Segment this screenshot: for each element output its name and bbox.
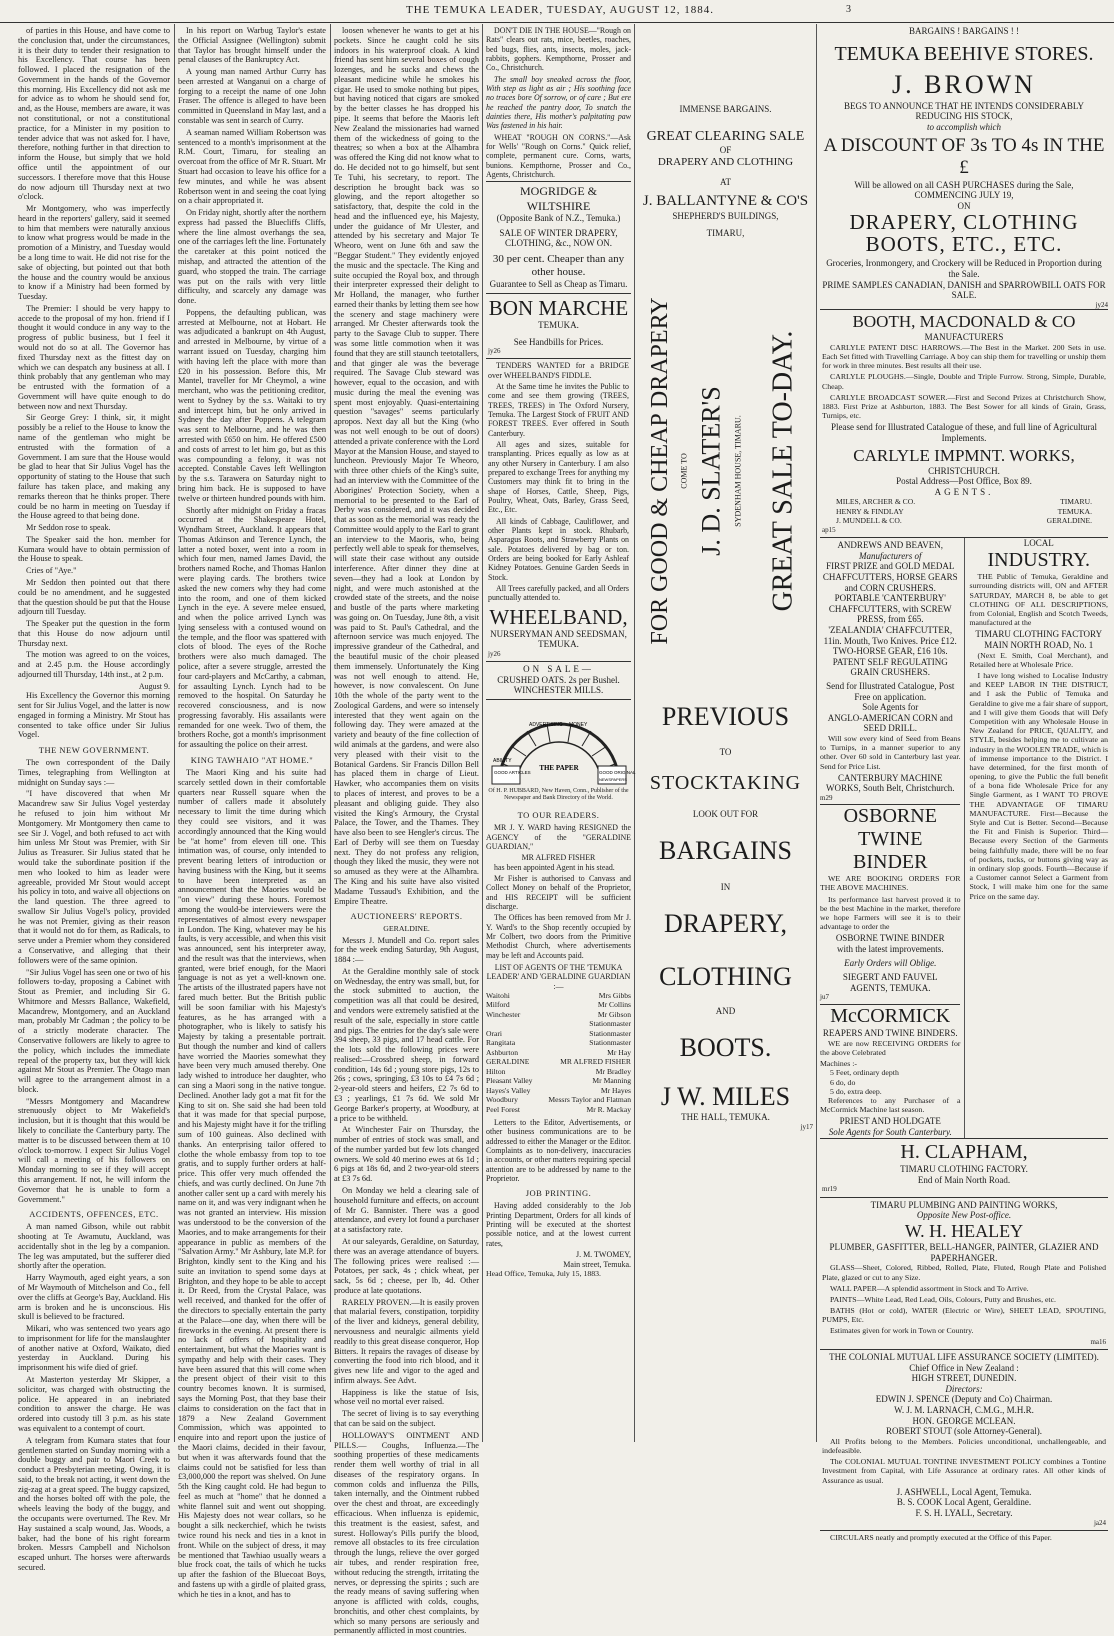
ad-title: INDUSTRY.: [987, 548, 1090, 571]
section-heading: THE NEW GOVERNMENT.: [38, 745, 150, 756]
article-paragraph: A young man named Arthur Curry has been arrested at Wanganui on a charge of forging to a receipt the name of one John Fraser. The offence is alleged to have been committed in Queensland in May last, and a constable was sent in search of Curry.: [178, 67, 326, 126]
ad-connector: AND: [715, 1006, 736, 1017]
ad-wheelband: [486, 358, 631, 661]
article-paragraph: On Friday night, shortly after the northern express had passed the Bluecliffs Cliffs, where the line almost overhangs the sea, one of the carriages left the line. Fortunately the caretaker at this point noticed the mishap, and attracted the attention of the guard, who stopped the train. The carriage was put on the rails with very little difficulty, and scarcely any damage was done.: [178, 208, 326, 306]
agent-name: MR ALFRED FISHER: [521, 853, 596, 863]
article-paragraph: Poppens, the defaulting publican, was arrested at Melbourne, not at Hobart. He was adjudicated a bankrupt on 4th August, and arrested in Melbourne, by virtue of a warrant issued on Tuesday, charging him with having left the place with more than £20 in his possession. Before this, Mr Mantel, traveller for Mr Cheymol, a wine merchant, who was the petitioning creditor, went to Sydney by the s.s. Waitaki to try and intercept him, but he only arrived in Sydney the day after Poppens. A telegram was sent to Melbourne, and he was then arrested with £650 on him. He offered £500 and costs of arrest to let him go, but as this was compounding a felony, it was not accepted. Constable Caves left Wellington by the s.s. Tarawera on Saturday night to bring him back. He is supposed to have twelve or thirteen hundred pounds with him.: [178, 307, 326, 503]
agent-name: MILES, ARCHER & CO.: [836, 497, 916, 507]
right-subcolumn-left: [820, 538, 965, 1138]
agent-name: MR ALFRED FISHER: [560, 1057, 631, 1067]
ad-subtitle: SHEPHERD'S BUILDINGS,: [672, 211, 779, 221]
ad-big-word: STOCKTAKING: [649, 771, 802, 794]
ad-title: OSBORNE TWINE BINDER: [843, 805, 937, 874]
article-paragraph: Mikari, who was sentenced two years ago to imprisonment for life for the manslaughter of another native at Oxford, Waikato, died yesterday in Auckland. During his imprisonment his wife died of grief.: [18, 1324, 170, 1373]
ad-text: All Profits belong to the Members. Policies unconditional, unchallengeable, and indefeasible.: [822, 1436, 1106, 1455]
ad-line: Postal Address—Post Office, Box 89.: [896, 476, 1032, 487]
two-column-ads: [820, 537, 1108, 1138]
vertical-line-wrap: [728, 256, 748, 686]
masthead: [0, 0, 1114, 23]
seal-word: GOOD ORIGINAL: [598, 770, 636, 776]
ad-title: ON SALE—: [523, 664, 594, 675]
ad-connector: TO: [719, 746, 732, 757]
article-paragraph: The own correspondent of the Daily Times, telegraphing from Wellington at midnight on Sunday says :—: [18, 758, 170, 787]
ad-text: CARLYLE PATENT DISC HARROWS.—The Best in the Market. 200 Sets in use. Each Set fitted with Travelling Carriage. A boy can ship them for travelling or unship them for work in three minutes. Best results all their use.: [822, 342, 1106, 371]
section-heading: ACCIDENTS, OFFENCES, ETC.: [29, 1209, 159, 1220]
ad-line: Please send for Illustrated Catalogue of these, and full line of Agricultural Implements.: [831, 422, 1097, 443]
agent-name: Stationmaster: [589, 1028, 631, 1038]
ad-subtitle: LOCAL: [1023, 538, 1054, 549]
column-rule: [816, 24, 817, 1442]
article-paragraph: The Speaker said the hon. member for Kumara would have to obtain permission of the House to speak.: [18, 534, 170, 564]
ad-line: Early Orders will Oblige.: [844, 957, 937, 968]
ad-text: GLASS—Sheet, Colored, Ribbed, Rolled, Plate, Fluted, Rough Plate and Polished Plate, glazed or cut to any Size.: [822, 1263, 1106, 1282]
agent-place: TEMUKA.: [1057, 506, 1092, 516]
ad-line: ANGLO-AMERICAN CORN and SEED DRILL.: [827, 712, 953, 734]
ad-subtitle: MANUFACTURERS: [924, 332, 1004, 343]
ad-line: Chief Office in New Zealand :: [909, 1362, 1019, 1373]
ad-text: The small boy sneaked across the floor, With step as light as air ; His soothing face no traces bore Of sorrow, or of care ; But ere he reached the pantry door, To snatch the dainties there, His mother's palpitating paw Was fastened in his hair.: [486, 74, 631, 131]
ad-osborne: [820, 804, 960, 1001]
article-paragraph: "I have discovered that when Mr Macandrew saw Sir Julius Vogel yesterday he refused to join him without Mr Montgomery. Mr Montgomery then came to see Sir J. Vogel, and both refused to act with him unless Mr Stout was Premier, with Sir Julius as Treasurer. Sir Julius stated that he would take the subordinate position if the men who looked to him as leader were agreeable, provided Mr Stout would accept his policy in toto, and waive all objections on the land question. The three agreed to swallow Sir Julius Vogel's policy, provided he was not Premier, giving as their reason that it would not do for them, as Radicals, to serve under a Premier whom they considered a Conservative, and alleging that their followers were of the same opinion.: [18, 789, 170, 965]
ad-line: REAPERS AND TWINE BINDERS.: [822, 1028, 958, 1039]
ad-line: 'ZEALANDIA' CHAFFCUTTER, 11in. Mouth, Two Knives. Price £12.: [823, 624, 957, 646]
ad-bon-marche: [486, 293, 631, 359]
ad-text: WE are now RECEIVING ORDERS for the above Celebrated: [820, 1038, 961, 1058]
agent-place: GERALDINE.: [1046, 516, 1092, 526]
ad-line: PRIME SAMPLES CANADIAN, DANISH and SPARROWBILL OATS FOR SALE.: [822, 279, 1106, 301]
ad-big-word: BARGAINS: [659, 835, 792, 865]
article-paragraph: Shortly after midnight on Friday a fracas occurred at the Shakespeare Hotel, Wyndham Street, Auckland. It appears that Thomas Atkinson and Terence Lynch, the latter a noted boxer, went into a room in which four men, named James David, the brothers named Roche, and Thomas Hanlon were playing cards. The brothers twice asked the new comers why they had come into the room, and one of them kicked Lynch in the eye. A severe melee ensued, and when the police arrived Lynch was lying senseless with a contused wound on the temple, and the floor was spattered with clots of blood. The eyes of the Roche brothers were also much damaged. The police, after a severe struggle, arrested the four card-players and McCarthy, a cabman, for assaulting Lynch. Lynch had to be removed to the hospital. On Saturday he recovered consciousness, and is now progressing favorably. His assailants were remanded for one week. Two of them, the brothers Roche, got a month's imprisonment for assaulting the police on their arrest.: [178, 505, 326, 750]
section-heading: KING TAWHAIO "AT HOME.": [190, 755, 314, 766]
ad-line: WINCHESTER MILLS.: [513, 685, 604, 696]
signature: Head Office, Temuka, July 15, 1883.: [486, 1268, 602, 1278]
agent-place: Hilton: [486, 1066, 506, 1076]
ad-line: CRUSHED OATS. 2s per Bushel.: [497, 674, 620, 685]
agent-place: Hayes's Valley: [486, 1085, 531, 1095]
ad-line: TIMARU CLOTHING FACTORY: [975, 629, 1103, 640]
ad-text: I have long wished to Localise Industry and KEEP LABOR IN THE DISTRICT, and I ask the Public of Temuka and Geraldine to give me a fair share of support, and I will give them Goods that will Defy Competition with any Wholesale House in New Zealand for PRICE, QUALITY, and STYLE, besides helping me to cultivate an industry in the WOOLEN TRADE, which is of immense importance to the District. I have determined, for the first month of opening, to give the Public the full benefit of a bona fide Wholesale Price for any Single Garment, as I WANT TO PROVE THE ADVANTAGE OF TIMARU MANUFACTURE. First—Because the Style and Cut is Better. Second—Because the Fit and Finish is Superior. Third—Because every Section of the Garments being faithfully made, there will be no fear of pockets, tucks, or buttons giving way as in ordinary slop goods. Fourth—Because if a Customer cannot Select a Garment from Stock, I will make him one for the same Price on the same day.: [969, 671, 1109, 901]
ad-heading: BARGAINS ! BARGAINS ! !: [908, 26, 1019, 36]
ad-booth-macdonald: [820, 309, 1108, 537]
vertical-headline: J. D. SLATER'S: [696, 386, 726, 556]
agent-name: HENRY & FINDLAY: [836, 506, 904, 516]
ad-title: CARLYLE IMPMNT. WORKS,: [853, 445, 1075, 465]
article-paragraph: At the Geraldine monthly sale of stock on Wednesday, the entry was small, but, for the stock submitted to auction, the competition was all that could be desired, and vendors were extremely satisfied at the result of the sale, especially in store cattle and pigs. The entries for the day's sale were 394 sheep, 33 pigs, and 17 head cattle. For the lots sold the following prices were realised:—Crossbred sheep, in forward condition, 14s 6d ; young store pigs, 12s to 26s ; cows, springing, £3 10s to £4 7s 6d ; 2-year-old steers and heifers, £2 7s 6d to £3 ; yearlings, £1 7s 6d. We sold Mr George Barker's property, at Woodbury, at a price to be withheld.: [334, 966, 479, 1123]
seal-word: GOOD ARTICLES: [493, 770, 531, 776]
article-paragraph: The secret of living is to say everything that can be said on the subject.: [334, 1409, 479, 1429]
ad-title: MOGRIDGE & WILTSHIRE: [520, 184, 597, 213]
ad-big-word: J W. MILES: [660, 1081, 791, 1111]
signature: Main street, Temuka.: [563, 1259, 631, 1269]
ad-line: Groceries, Ironmongery, and Crockery will be Reduced in Proportion during the Sale.: [826, 258, 1102, 280]
ad-title: W. H. HEALEY: [904, 1220, 1024, 1241]
ad-line: See Handbills for Prices.: [513, 336, 604, 347]
ad-clapham: [820, 1138, 1108, 1197]
column-3: [334, 26, 479, 1636]
ad-line: 5 do, extra deep.: [830, 1086, 882, 1096]
right-subcolumn-right: [965, 538, 1108, 1138]
ad-line: CANTERBURY MACHINE WORKS, South Belt, Christchurch.: [825, 772, 955, 794]
ad-text: Its performance last harvest proved it to be the best Machine in the market, therefore we hope Farmers will see it is to their advantage to order the: [820, 894, 961, 932]
vertical-headline: GREAT SALE TO-DAY.: [767, 330, 799, 612]
article-paragraph: The Speaker put the question in the form that this House do now adjourn until Thursday next.: [18, 619, 170, 648]
ad-text: Mr Fisher is authorised to Canvass and Collect Money on behalf of the Proprietor, and HIS RECEIPT will be sufficient discharge.: [486, 873, 631, 911]
ad-code: ma16: [1090, 1337, 1106, 1346]
seal-caption: Of H. P. HUBBARD, New Haven, Conn., Publisher of the Newspaper and Bank Directory of the World.: [488, 788, 629, 802]
agent-place: Woodbury: [486, 1095, 518, 1105]
agent-name: Messrs Taylor and Flatman: [548, 1095, 631, 1105]
seal-word: MONEY: [568, 722, 587, 729]
ad-line: SIEGERT AND FAUVEL: [842, 972, 938, 983]
ad-title: GREAT CLEARING SALE: [646, 128, 805, 144]
ad-line: Guarantee to Sell as Cheap as Timaru.: [489, 279, 628, 290]
ad-line: AGENTS, TEMUKA.: [849, 982, 931, 993]
article-paragraph: The Premier: I should be very happy to accede to the proposal of my hon. friend if I thought it would conduce in any way to the progress of public business, but I feel it would not do so at all. The Governor has fixed Thursday next as the fittest day on which we can despatch any business at all. I think probably that any gentleman who may be entrusted with the formation of a Government will have quite enough to do between now and next Thursday.: [18, 303, 170, 411]
agent-place: Waitohi: [486, 990, 510, 1000]
ad-title: BOOTH, MACDONALD & CO: [852, 312, 1076, 332]
ad-title: McCORMICK: [830, 1004, 951, 1027]
agent-place: Winchester: [486, 1009, 521, 1019]
agent-name: Stationmaster: [589, 1038, 631, 1048]
ad-title: J. BALLANTYNE & CO'S: [642, 193, 809, 210]
ad-heading: IMMENSE BARGAINS.: [679, 104, 772, 114]
ad-line: 30 per cent. Cheaper than any other house.: [492, 252, 625, 279]
agent-row: [486, 1067, 631, 1076]
ad-title: DRAPERY AND CLOTHING: [657, 155, 794, 168]
ad-code: jy26: [488, 650, 501, 659]
vertical-headline: FOR GOOD & CHEAP DRAPERY: [646, 297, 673, 645]
ad-code: m29: [820, 794, 833, 803]
ad-title: ANDREWS AND BEAVEN,: [837, 540, 944, 551]
ad-text: Estimates given for work in Town or Country.: [830, 1326, 974, 1336]
agent-name: Mr Collins: [597, 1000, 631, 1010]
ad-line: HIGH STREET, DUNEDIN.: [911, 1373, 1017, 1384]
ad-subtitle: NURSERYMAN AND SEEDSMAN, TEMUKA.: [490, 628, 627, 650]
ad-text: BATHS (Hot or cold), WATER (Electric or Wire), SHEET LEAD, SPOUTING, PUMPS, Etc.: [822, 1306, 1106, 1325]
ad-code: ja24: [1093, 1518, 1106, 1527]
ad-code: jy26: [488, 347, 501, 356]
seal-word: ADVERTISING: [528, 722, 563, 729]
ad-text: PAINTS—White Lead, Red Lead, Oils, Colours, Putty and Brushes, etc.: [830, 1294, 1057, 1304]
ad-text: (Next E. Smith, Coal Merchant), and Retailed here at Wholesale Price.: [969, 650, 1108, 669]
ad-crushed-oats: [486, 661, 631, 699]
agent-place: Pleasant Valley: [486, 1076, 533, 1086]
ad-line: OSBORNE TWINE BINDER: [835, 933, 945, 944]
ad-line: End of Main North Road.: [917, 1174, 1011, 1185]
ad-line: Sole Agents for South Canterbury.: [828, 1127, 952, 1137]
ad-line: EDWIN J. SPENCE (Deputy and Co) Chairman.: [875, 1394, 1053, 1405]
agent-row: [486, 1095, 631, 1104]
ad-text: Will sow every kind of Seed from Beans to Turnips, in a manner superior to any other. Over 60 sold in Canterbury last year. Send for Price List.: [820, 734, 961, 771]
ad-line: TWO-HORSE GEAR, £16 10s.: [832, 646, 948, 657]
agent-row: [822, 516, 1106, 525]
agent-place: TIMARU.: [1060, 497, 1092, 507]
ad-code: jy24: [1095, 300, 1108, 309]
ad-subtitle: THE HALL, TEMUKA.: [681, 1112, 770, 1123]
ad-text: WALL PAPER—A splendid assortment in Stock and To Arrive.: [830, 1283, 1029, 1293]
ad-big-word: BOOTS.: [679, 1032, 772, 1062]
ad-subtitle: AGENTS.: [934, 486, 994, 497]
ad-title: WHEELBAND,: [489, 604, 628, 629]
ad-healey: [820, 1197, 1108, 1349]
ad-text: All Trees carefully packed, and all Orders punctually attended to.: [488, 584, 629, 603]
ad-subtitle: TEMUKA.: [538, 319, 579, 330]
ad-title: BON MARCHE: [488, 295, 629, 320]
agent-row: [486, 991, 631, 1000]
agent-place: Ashburton: [486, 1047, 519, 1057]
agent-row: [486, 1000, 631, 1009]
ad-text: All kinds of Cabbage, Cauliflower, and other Plants kept in stock. Rhubarb, Asparagus Roots, and Strawberry Plants on sale. Potatoes delivered by bag or ton. Orders are being booked for Early Ashleaf Kidney Potatoes. Genuine Garden Seeds in Stock.: [488, 516, 629, 582]
ad-code: ap15: [822, 525, 836, 534]
ad-text: DON'T DIE IN THE HOUSE—"Rough on Rats" clears out rats, mice, beetles, roaches, bed bugs, flies, ants, insects, moles, jack-rabbits, gophers. Kempthorne, Prosser and Co., Christchurch.: [486, 26, 631, 73]
agent-row: [486, 1019, 631, 1028]
ad-line: HON. GEORGE MCLEAN.: [912, 1415, 1016, 1426]
agent-row: [486, 1105, 631, 1114]
ad-colonial-mutual: [820, 1349, 1108, 1530]
seal-center-text: THE PAPER: [538, 764, 579, 773]
ad-connector: ON: [957, 200, 971, 211]
ad-line: PATENT SELF REGULATING GRAIN CRUSHERS.: [832, 656, 948, 678]
ad-line: 5 Feet, ordinary depth: [830, 1068, 899, 1078]
ad-text: WE ARE BOOKING ORDERS FOR THE ABOVE MACHINES.: [820, 874, 961, 893]
column-1: [18, 26, 170, 1572]
ad-line: MAIN NORTH ROAD, No. 1: [984, 640, 1094, 651]
ad-line: PLUMBER, GASFITTER, BELL-HANGER, PAINTER, GLAZIER AND PAPERHANGER.: [829, 1242, 1099, 1263]
agent-name: Mr Manning: [592, 1076, 631, 1086]
ad-line: SALE OF WINTER DRAPERY, CLOTHING, &c., NOW ON.: [499, 227, 618, 249]
ad-line: J. ASHWELL, Local Agent, Temuka.: [896, 1486, 1032, 1497]
article-paragraph: A man named Gibson, while out rabbit shooting at Te Awamutu, Auckland, was accidentally shot in the leg by a companion. The leg was amputated, but the sufferer died shortly after the operation.: [18, 1222, 170, 1271]
column-rule: [482, 24, 483, 1442]
ad-title: J. BROWN: [892, 70, 1036, 100]
article-paragraph: The motion was agreed to on the voices, and at 2.45 p.m. the House accordingly adjourned till Thursday, 14th inst., at 2 p.m.: [18, 650, 170, 679]
ad-line: PRIEST AND HOLDGATE: [839, 1116, 941, 1127]
article-paragraph: A seaman named William Robertson was sentenced to a month's imprisonment at the R.M. Court, Timaru, for stealing an overcoat from the office of Mr R. Stuart. Mr Stuart had occasion to leave his office for a few minutes, and while he was absent Robertson went in and seeing the coat lying on a chair appropriated it.: [178, 127, 326, 206]
section-subheading: GERALDINE.: [383, 924, 430, 934]
ad-line: TIMARU PLUMBING AND PAINTING WORKS,: [870, 1199, 1058, 1210]
ad-line: COMMENCING JULY 19,: [914, 190, 1014, 201]
article-paragraph: In his report on Warbug Taylor's estate the Official Assignee (Wellington) submit that Taylor has brought himself under the penal clauses of the Bankruptcy Act.: [178, 26, 326, 65]
article-paragraph: At Masterton yesterday Mr Skipper, a solicitor, was charged with obstructing the police. He appeared in an inebriated condition to answer the charge. He was ordered into custody till 3 p.m. as his state was equivalent to a contempt of court.: [18, 1375, 170, 1433]
ad-big-word: PREVIOUS: [661, 702, 790, 732]
ad-circulars: [820, 1530, 1108, 1547]
ad-line: B. S. COOK Local Agent, Geraldine.: [896, 1497, 1032, 1508]
agent-row: [486, 1057, 631, 1066]
ad-code: ju7: [820, 993, 829, 1002]
article-paragraph: Happiness is like the statue of Isis, whose veil no mortal ever raised.: [334, 1387, 479, 1407]
ad-line: THE COLONIAL MUTUAL LIFE ASSURANCE SOCIETY (LIMITED).: [829, 1351, 1099, 1362]
ad-text: has been appointed Agent in his stead.: [494, 862, 615, 872]
column-6: [820, 26, 1109, 1542]
article-paragraph: The Maori King and his suite had scarcely settled down in their comfortable quarters near Russell square when the number of callers made it absolutely necessary to limit the time during which they could see visitors, and it was accordingly announced that the King would be "at home" from eleven till one. This intimation was, of course, only intended to prevent bearing letters of introduction or having business with the King, but it seems to have been interpreted as an announcement that the Maories would be "on view" during these hours. Foremost among the would-be interviewers were the representatives of almost every newspaper in London. The King, whatever may be his faults, is very accessible, and when this visit was announced, sent his interpreter away, and the result was that the interviews, when granted, were brief enough, for the Maori language is not as yet a well-known one. The artists of the illustrated papers have not fared much better. But the British public will be soon familiar with his Majesty's features, as he has arranged with a photographer, who is likely to satisfy his Majesty by taking a presentable portrait. But though the number and kind of callers have worried the Maories somewhat they have been very much amused thereby. One lady wished to introduce her daughter, who can sing a Maori song in the native tongue. Declined. Another lady got a mat fit for the King to sit on. She said she had been told that it was made for that special purpose, and his Majesty might have it for the trifling sum of 100 guineas. Also declined with thanks. An enterprising tailor offered to clothe the whole embassy from top to toe gratis, and to supply further orders at half-price. This offer very much offended the chiefs, and was curtly declined. On June 7th another caller sent up a card with merely his name on it, and was very indignant when he was not granted an interview. His mission was understood to be the conversion of the Maories, and to make arrangements for their appearance in public as members of the "Salvation Army." Mr Ashbury, late M.P. for Brighton, kindly sent to the King and his suite an invitation to spend some days at Brighton, and they hope to be able to accept it. Dr Reed, from the Crystal Palace, was well received, and thanked for the offer of the directors to specially entertain the party at the Palace—one day, when there will be fireworks in the evening. At present there is no lack of offers of hospitality and entertainment, but what the Maories want is sympathy and help with their cases. They have been assured that this will come when the present object of their visit to this country becomes known. It is surmised, says the Morning Post, that they base their claims to consideration on the fact that in 1879 a New Zealand Government Commission, which was appointed to enquire into and report upon the justice of the Maori claims, decided in their favour, but when it was afterwards found that the claims could not be satisfied for less than £3,000,000 the report was shelved. On June 5th the King caught cold. He had begun to feel as much at "home" that he donned a white flannel suit and went out shopping. His Majesty does not wear collars, so he bought a silk neckerchief, which he twists twice round his neck and ties in a knot in front. While on the subject of dress, it may be mentioned that Tawhiao usually wears a blue frock coat, the tails of which he tucks up after the fashion of the Bluecoat Boys, and fastens up with a girdle of plaited grass, which he ties in a knot, and has to: [178, 768, 326, 1599]
article-paragraph: Cries of "Aye.": [26, 566, 77, 576]
ad-line: ROBERT STOUT (sole Attorney-General).: [886, 1426, 1042, 1437]
article-paragraph: Harry Waymouth, aged eight years, a son of Mr Waymouth of Mitchelson and Co., fell over the cliffs at George's Bay, Auckland. His arm is broken and he is unconscious. His skull is believed to be fractured.: [18, 1273, 170, 1322]
article-paragraph: His Excellency the Governor this morning sent for Sir Julius Vogel, and the latter is now engaged in forming a Ministry. Mr Stout has consented to take office under Sir Julius Vogel.: [18, 691, 170, 740]
ad-line: F. S. H. LYALL, Secretary.: [915, 1507, 1013, 1518]
masthead-title: THE TEMUKA LEADER, TUESDAY, AUGUST 12, 1884.: [405, 4, 715, 16]
ad-subtitle: TIMARU,: [706, 227, 745, 238]
ad-line: to accomplish which: [927, 122, 1001, 133]
ad-line: TIMARU CLOTHING FACTORY.: [900, 1164, 1028, 1175]
ad-text: WHEAT "ROUGH ON CORNS."—Ask for Wells' "Rough on Corns." Quick relief, complete, permanent cure. Corns, warts, bunions. Kempthorne, Prosser and Co., Agents, Christchurch.: [486, 132, 631, 179]
seal-word: ABILITY: [492, 758, 512, 765]
article-paragraph: At our saleyards, Geraldine, on Saturday, there was an average attendance of buyers. The following prices were realised :— Potatoes, per sack, 4s ; chick wheat, per sack, 5s 6d ; cheese, per lb, 4d. Other produce at late quotations.: [334, 1236, 479, 1295]
ad-line: with the latest improvements.: [837, 944, 944, 954]
ad-line: BEGS TO ANNOUNCE THAT HE INTENDS CONSIDERABLY REDUCING HIS STOCK,: [844, 100, 1084, 122]
ad-text: At the Same time he invites the Public to come and see them growing (TREES, TREES, TREES) in The Oxford Nursery, Temuka. The Largest Stock of FRUIT AND FOREST TREES. Ever offered in South Canterbury.: [488, 382, 629, 438]
ad-text: TENDERS WANTED for a BRIDGE over WHEELBAND'S FIDDLE.: [488, 361, 629, 380]
agent-row: [486, 1086, 631, 1095]
agent-name: Mr Bradley: [595, 1066, 631, 1076]
section-heading: TO OUR READERS.: [517, 810, 600, 821]
ad-connector: AT: [720, 176, 731, 187]
article-paragraph: A telegram from Kumara states that four gentlemen started on Sunday morning with a double buggy and pair to Maori Creek to conduct a Presbyterian meeting. Owing, it is said, to the break not acting, it went down the zig-zag at a great speed. The buggy capsized, and the horses bolted off with the pole, the wheels leaving the body of the buggy, and the occupants were overturned. The Rev. Mr Hay sustained a scalp wound, Jas. Woods, a baker, had the bone of his right forearm broken. Messrs Campbell and Nicholson escaped unhurt. The horses were afterwards secured.: [18, 1435, 170, 1572]
ad-connector: IN: [720, 882, 731, 893]
section-heading: AUCTIONEERS' REPORTS.: [350, 911, 463, 922]
ad-connector: LOOK OUT FOR: [692, 809, 759, 820]
article-paragraph: of parties in this House, and have come to the conclusion that, under the circumstances, it is their duty to tender their resignation to his Excellency. That course has been followed. I placed the resignation of the Government in the hands of the Governor this morning. His Excellency did not ask me for advice as to whom he should send for, and, as the House, members are aware, it was not constitutional, or not a constitutional practice, for a Minister in my position to tender advice that was not asked for. I have, therefore, nothing further in that direction to inform the House, but simply that we hold office until the appointment of our successors. I therefore move that this House do now adjourn till Thursday next at two o'clock.: [18, 26, 170, 202]
ad-text: All ages and sizes, suitable for transplanting. Prices equally as low as at any other Nursery in Canterbury. I am also prepared to exchange Trees for anything my Customers may think fit to bring in the shape of Horses, Cattle, Sheep, Pigs, Poultry, Wheat, Oats, Barley, Grass Seed, Etc., Etc.: [488, 440, 629, 515]
column-2: [178, 26, 326, 1599]
agent-row: [486, 1029, 631, 1038]
vertical-line-wrap: [756, 256, 810, 686]
agent-name: Mr Hayes: [600, 1085, 631, 1095]
ad-subtitle: CHRISTCHURCH.: [928, 465, 1000, 476]
agent-row: [822, 507, 1106, 516]
agent-name: Stationmaster: [589, 1019, 631, 1029]
agents-heading: LIST OF AGENTS OF THE 'TEMUKA LEADER' AND 'GERALDINE GUARDIAN :—: [486, 962, 631, 991]
seal-word: NEWSPAPERS: [598, 777, 627, 783]
agent-place: Orari: [486, 1028, 503, 1038]
ad-mogridge: [486, 181, 631, 293]
ad-title: TEMUKA BEEHIVE STORES.: [834, 42, 1094, 65]
article-paragraph: On Monday we held a clearing sale of household furniture and effects, on account of Mr G. Bannister. There was a good attendance, and every lot found a purchaser at a satisfactory rate.: [334, 1186, 479, 1235]
article-paragraph: Mr Seddon rose to speak.: [26, 523, 111, 533]
agent-place: GERALDINE: [486, 1057, 530, 1067]
agent-place: Rangitata: [486, 1038, 516, 1048]
article-paragraph: "Messrs Montgomery and Macandrew strenuously object to Mr Wakefield's inclusion, but it is thought that this would be likely to conciliate the Canterbury party. The matter is to be discussed between them at 10 o'clock to-morrow. I expect Sir Julius Vogel will call a meeting of his followers on Monday morning to see if they will accept this arrangement. If not, he will inform the Governor that he is unable to form a Government.": [18, 1096, 170, 1204]
ad-text: CARLYLE PLOUGHS.—Single, Double and Triple Furrow. Strong, Simple, Durable, Cheap.: [822, 372, 1106, 391]
ad-line: Send for Illustrated Catalogue, Post Free on application.: [826, 681, 955, 702]
agent-list: [486, 991, 631, 1114]
ad-text: References to any Purchaser of a McCormick Machine last season.: [820, 1096, 961, 1115]
agent-name: J. MUNDELL & CO.: [836, 516, 902, 526]
agent-row: [486, 1076, 631, 1085]
agent-place: Peel Forest: [486, 1104, 520, 1114]
article-paragraph: Mr Seddon then pointed out that there could be no amendment, and he suggested that the question should be put that the House adjourn till Tuesday.: [18, 577, 170, 617]
article-paragraph: At Winchester Fair on Thursday, the number of entries of stock was small, and of the number yarded but few lots changed owners. We sold 40 merino ewes at 6s 1d ; 6 pigs at 18s 6d, and 2 two-year-old steers at £3 7s 6d.: [334, 1125, 479, 1184]
ad-big-word: CLOTHING: [659, 961, 792, 991]
agent-name: Mr Hay: [607, 1047, 631, 1057]
ad-title: DRAPERY, CLOTHING BOOTS, ETC., ETC.: [849, 210, 1079, 257]
agent-row: [486, 1010, 631, 1019]
ad-text: THE Public of Temuka, Geraldine and surrounding districts will, ON and AFTER SATURDAY, MARCH 8, be able to get CLOTHING OF ALL DESCRIPTIONS, from Colonial, English and Scotch Tweeds, manufactured at the: [969, 572, 1108, 628]
slater-ad: [638, 256, 813, 686]
ad-title: A DISCOUNT OF 3s TO 4s IN THE £: [823, 134, 1105, 179]
agent-row: [486, 1048, 631, 1057]
ad-line: Sole Agents for: [862, 702, 919, 713]
ad-big-word: DRAPERY,: [663, 908, 788, 938]
ad-subtitle: (Opposite Bank of N.Z., Temuka.): [496, 213, 621, 224]
column-rule: [330, 24, 331, 1442]
article-paragraph: "Sir Julius Vogel has seen one or two of his followers to-day, proposing a Cabinet with Stout as Premier, and including Sir G. Whitmore and Messrs Ballance, Wakefield, Macandrew, Montgomery, and an Auckland man, probably Mr Cadman ; the policy to be of a strictly moderate character. The Conservative followers are likely to agree to the policy, which includes the immediate repeal of the property tax, but they will kick against Mr Stout as Premier. The Otago man will agree to the arrangement almost in a block.: [18, 967, 170, 1094]
article-paragraph: Messrs J. Mundell and Co. report sales for the week ending Saturday, 9th August, 1884 :—: [334, 935, 479, 965]
signature: J. M. TWOMEY,: [575, 1250, 631, 1260]
article-paragraph: loosen whenever he wants to get at his pockets. Since he caught cold he sits indoors in his waterproof cloak. A kind friend has sent him several boxes of cough lozenges, and he sucks and chews the pleasant medicine while he smokes his cigar. He used to smoke nothing but pipes, but having noticed that cigars are smoked by the better classes he has dropped his pipe. It seems that before the Maoris left New Zealand the missionaries had warned them of the wickedness of going to the theatres; so when a box at the Alhambra was offered the King did not know what to do. He decided not to go himself, but sent Te Tuhi, his secretary, to report. The description he brought back was so glowing, and the report altogether so satisfactory, that, despite the cold in the head and the influenced eye, his Majesty, under the guidance of Mr Ulester, and attended by his secretary and Major Te Wheoro, went on June 6th and saw the "Beggar Student." They evidently enjoyed the music and the spectacle. The King and suite occupied the Royal box, and through their interpreter expressed their delight to Mr Holland, the manager, who further earned their thanks by letting them see how the scenery and stage machinery were arranged. Mr Chester afterwards took the party to the Savage Club to supper. There was some little commotion when it was found that they are still staunch teetotallers, and that ginger ale was the beverage required. The Savage Club steward was however, equal to the occasion, and with music during the meal the evening was spent most enjoyably. Quasi-entertaining question "savages" seems particularly apropos. Next day all but the King (who was not well enough to be out of doors) attended a private conference with the Lord Mayor at the Mansion House, and stayed to luncheon. Previously Major Te Wheoro, with three other chiefs of the King's suite, had an interview with the Committee of the Aborigines' Protection Society, when a memorial to be presented to the Earl of Derby was considered, and it was decided that as soon as the memorial was ready the Committee would apply to the Earl to grant an interview to the Maoris, who, being perfectly well able to speak for themselves, will state their case without any outside interference. After dinner they dine at seven—they had a look at London by night, and were much astonished at the crowded state of the streets, and the noise and bustle of the parts where marketing was going on. On Tuesday, June 8th, a visit was paid to St. Paul's Cathedral, and the afternoon service was much enjoyed. The impressive grandeur of the Cathedral, and the beautiful music of the choir pleased them immensely. Unfortunately the King was not well enough to attend. He, however, is now convalescent. On June 10th the whole of the party went to the Zoological Gardens, and were so intensely interested that they went again on the following day. They were amazed at the variety and beauty of the fine collection of wild animals at the gardens, and were also very pleased with their visit to the Botanical Gardens. Sir Francis Dillon Bell has placed them in charge of Lieut. Hawker, who accompanies them on visits to places of interest, and proves to be a pleasant and obliging guide. They also visited the King's Armoury, the Crystal Palace, the Tower, and the Thames. They have also been to see Hengler's circus. The Earl of Derby will see them on Tuesday next. They do not profess any religion, though they liked the music, they were not so amused as they were at the Alhambra. The King and his suite have also visited Madame Tussaud's Exhibition, and the Empire Theatre.: [334, 26, 479, 906]
agent-row: [486, 1038, 631, 1047]
ad-text: Having added considerably to the Job Printing Department, Orders for all kinds of Printing will be executed at the shortest possible notice, and at the lowest current rates,: [486, 1201, 631, 1248]
ad-line: Opposite New Post-office.: [916, 1210, 1012, 1221]
hubbard-seal-ad: [486, 699, 636, 805]
article-paragraph: RARELY PROVEN.—It is easily proven that malarial fevers, constipation, torpidity of the liver and kidneys, general debility, nervousness and neuralgic ailments yield readily to this great disease conqueror, Hop Bitters. It repairs the ravages of disease by converting the food into rich blood, and it gives new life and vigor to the aged and infirm always. See Advt.: [334, 1297, 479, 1385]
ad-subtitle: Manufacturers of: [859, 550, 922, 561]
article-paragraph: Sir George Grey: I think, sir, it might possibly be a relief to the House to know the name of the gentleman who might be entrusted with the formation of a Government. I am sure that the House would be glad to hear that Sir Julius Vogel has the opportunity of stating to the House that such failure has taken place, and making any remarks thereon that he thinks proper. There could be no harm in meeting on Tuesday if the House agreed to that being done.: [18, 413, 170, 521]
dateline: August 9.: [138, 681, 170, 691]
ad-line: Will be allowed on all CASH PURCHASES during the Sale,: [854, 179, 1074, 190]
ad-text: The Offices has been removed from Mr J. Y. Ward's to the Shop recently occupied by Mr Colbert, two doors from the Primitive Methodist Church, where advertisements may be left and Accounts paid.: [486, 913, 631, 960]
agent-place: Milford: [486, 1000, 510, 1010]
ad-line: Directors:: [945, 1383, 983, 1394]
ad-text: The COLONIAL MUTUAL TONTINE INVESTMENT POLICY combines a Tontine Investment from Capital, with Life Assurance at ordinary rates. All other kinds of Assurance as usual.: [822, 1457, 1106, 1485]
ad-text: CIRCULARS neatly and promptly executed at the Office of this Paper.: [830, 1532, 1052, 1542]
ad-text: CARLYLE BROADCAST SOWER.—First and Second Prizes at Christchurch Show, 1883. First Prize at Ashburton, 1883. The Best Sower for all kinds of Grain, Grass, Turnips, etc.: [822, 392, 1106, 421]
column-5: [638, 26, 813, 1440]
ad-line: FIRST PRIZE and GOLD MEDAL CHAFFCUTTERS, HORSE GEARS and CORN CRUSHERS.: [822, 561, 958, 593]
page-number: 3: [846, 4, 852, 15]
column-4: [486, 26, 636, 1440]
article-paragraph: Mr Montgomery, who was imperfectly heard in the reporters' gallery, said it seemed to him that members were naturally anxious to know what progress would be made in the promotion of a Ministry, and Tuesday would be a long time to wait. He did not rise for the sake of objecting, but pointed out that both the house and the country would be anxious to know if a Ministry had been formed by Tuesday.: [18, 204, 170, 302]
ad-mccormick: [820, 1004, 960, 1138]
column-rule: [174, 24, 175, 1442]
ad-text: MR J. Y. WARD having RESIGNED the AGENCY of the "GERALDINE GUARDIAN,": [486, 823, 631, 851]
article-paragraph: HOLLOWAY'S OINTMENT AND PILLS.— Coughs, Influenza.—The soothing properties of these medicaments render them well worthy of trial in all diseases of the respiratory organs. In common colds and influenza the Pills, taken internally, and the Ointment rubbed over the chest and throat, are exceedingly efficacious. When influenza is epidemic, this treatment is the easiest, safest, and surest. Holloway's Pills purify the blood, remove all obstacles to its free circulation through the lungs, relieve the over gorged air tubes, and render respiration free, without reducing the strength, irritating the nerves, or depressing the spirits ; such are the ready means of saving suffering when anyone is afflicted with colds, coughs, bronchitis, and other chest complaints, by which so many persons are seriously and permanently afflicted in most countries.: [334, 1430, 479, 1636]
ad-connector: OF: [719, 145, 732, 156]
agent-name: Mrs Gibbs: [598, 990, 631, 1000]
ad-title: H. CLAPHAM,: [900, 1140, 1028, 1163]
ad-line: W. J. M. LARNACH, C.M.G., M.H.R.: [894, 1404, 1034, 1415]
agent-row: [822, 497, 1106, 506]
ad-code: jy17: [800, 1122, 813, 1131]
section-heading: JOB PRINTING.: [525, 1188, 592, 1199]
ad-line: PORTABLE 'CANTERBURY' CHAFFCUTTERS, with SCREW PRESS, from £65.: [828, 593, 952, 625]
vertical-text: COME TO: [679, 453, 689, 489]
column-rule: [634, 24, 635, 1442]
agent-name: Mr R. Mackay: [586, 1104, 631, 1114]
ad-code: mr19: [822, 1185, 837, 1194]
ad-line: 6 do, do: [830, 1077, 856, 1087]
vertical-text: SYDENHAM HOUSE, TIMARU.: [733, 415, 743, 527]
ad-line: Machines :-: [820, 1059, 858, 1069]
hubbard-seal-icon: [489, 704, 636, 786]
ad-text: Letters to the Editor, Advertisements, or other business communications are to be addressed to either the Manager or the Editor. Complaints as to non-delivery, inaccuracies in accounts, or other matters requiring special attention are to be addressed by name to the Proprietor.: [486, 1118, 631, 1184]
agent-list: [822, 497, 1106, 525]
agent-name: Mr Gibson: [597, 1009, 631, 1019]
